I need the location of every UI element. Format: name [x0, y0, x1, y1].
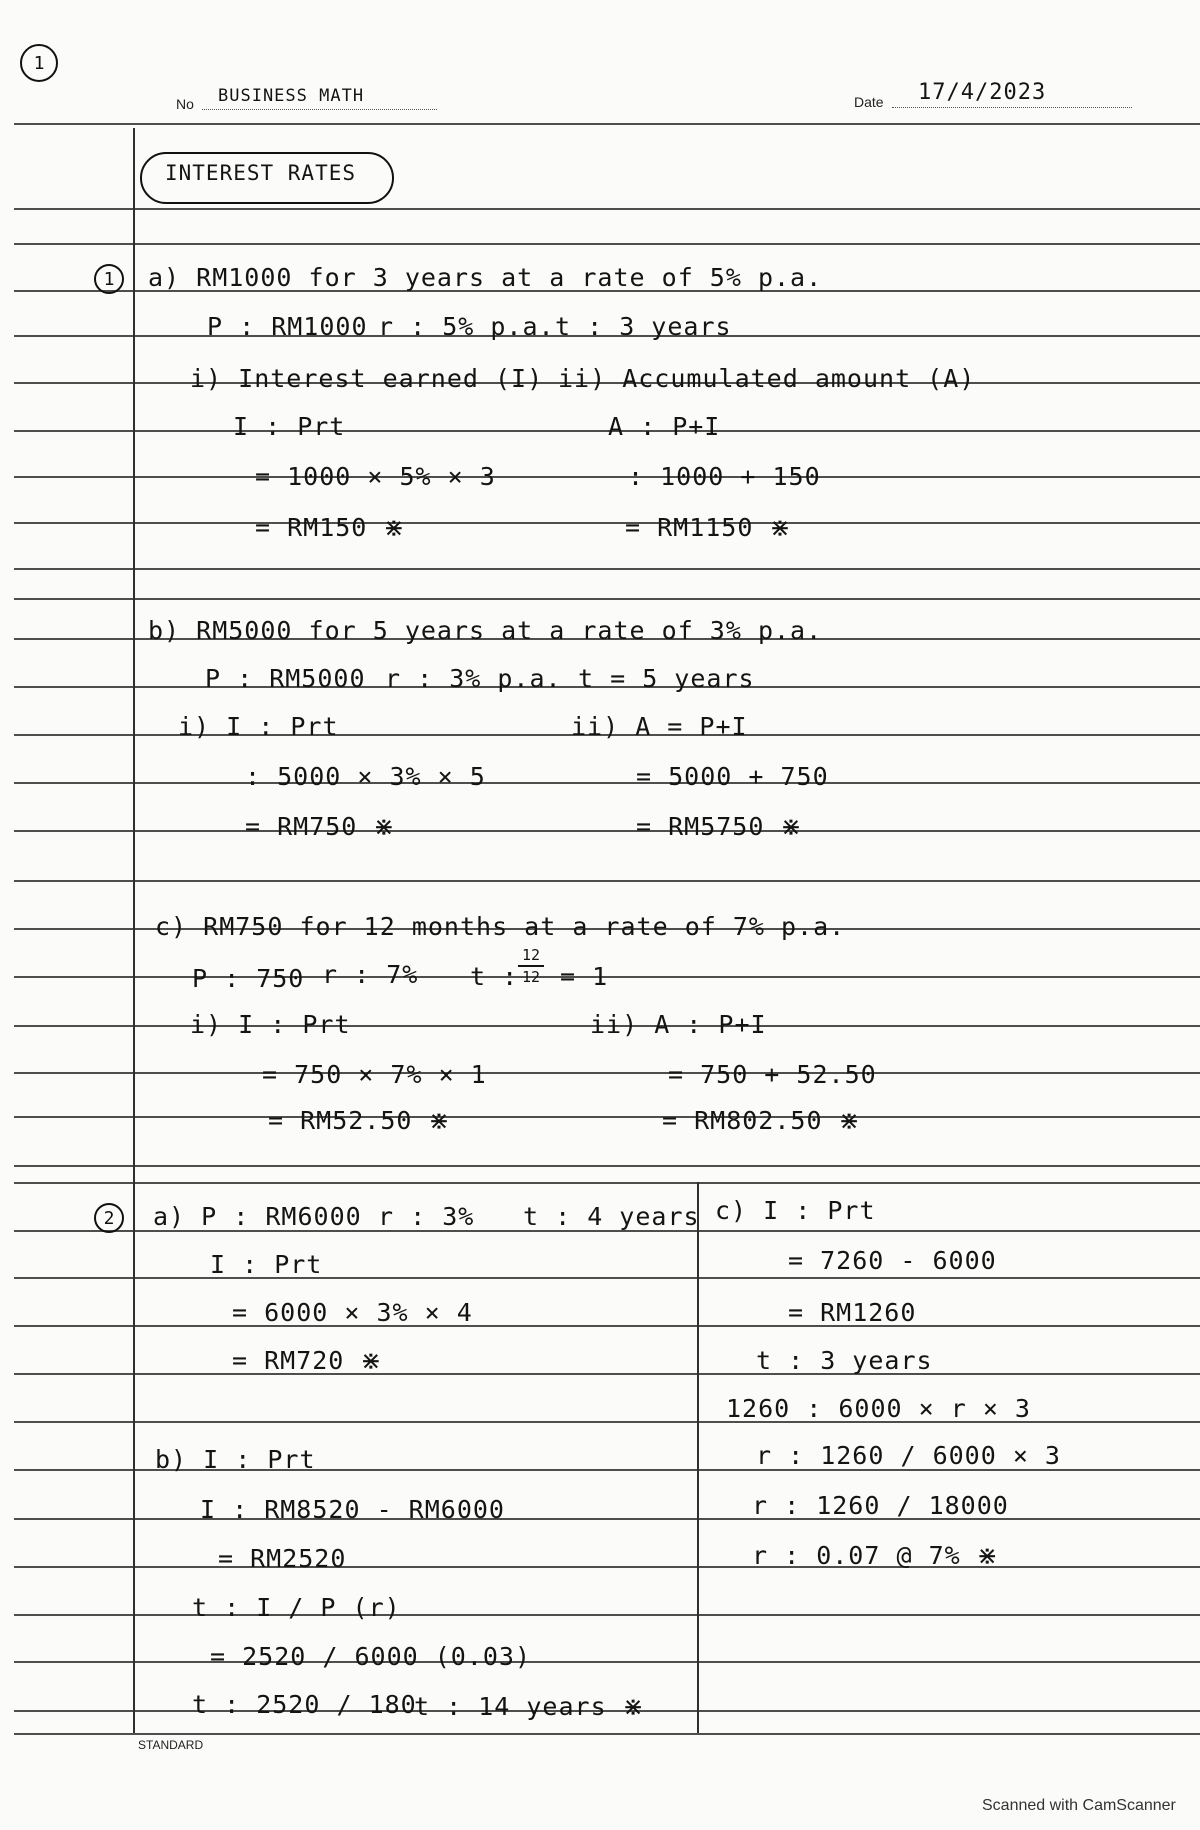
q1b-statement: b) RM5000 for 5 years at a rate of 3% p.a. [148, 616, 823, 645]
q1a-ii-result: = RM1150 ⋇ [625, 513, 792, 542]
question-1-label: 1 [103, 268, 115, 290]
ruled-line [14, 830, 1200, 832]
ruled-line [14, 1116, 1200, 1118]
q2a-formula: I : Prt [210, 1250, 323, 1279]
q1c-ii-formula: ii) A : P+I [590, 1010, 767, 1039]
ruled-line [14, 208, 1200, 210]
q1a-i-calc: = 1000 × 5% × 3 [255, 462, 496, 491]
ruled-line [14, 1373, 1200, 1375]
q1c-ii-calc: = 750 + 52.50 [668, 1060, 877, 1089]
no-dotted-line [202, 109, 437, 110]
q2c-interest-result: = RM1260 [788, 1298, 917, 1327]
ruled-line [14, 1325, 1200, 1327]
q1a-i-result: = RM150 ⋇ [255, 513, 406, 542]
standard-label: STANDARD [138, 1738, 204, 1752]
q1b-i-formula: i) I : Prt [178, 712, 339, 741]
ruled-line [14, 1733, 1200, 1735]
q2b-interest-result: = RM2520 [218, 1544, 347, 1573]
date-value: 17/4/2023 [918, 80, 1047, 105]
q1b-principal: P : RM5000 [205, 664, 366, 693]
date-dotted-line [892, 107, 1132, 108]
ruled-line [14, 123, 1200, 125]
q2c-equation: 1260 : 6000 × r × 3 [726, 1394, 1031, 1423]
q1a-i-formula: I : Prt [233, 412, 346, 441]
q1b-i-calc: : 5000 × 3% × 5 [245, 762, 486, 791]
q1c-i-calc: = 750 × 7% × 1 [262, 1060, 487, 1089]
q1b-ii-calc: = 5000 + 750 [636, 762, 829, 791]
ruled-line [14, 1518, 1200, 1520]
q2a-result: = RM720 ⋇ [232, 1346, 383, 1375]
q1c-time-result: = 1 [560, 962, 609, 991]
ruled-line [14, 476, 1200, 478]
q1b-ii-formula: ii) A = P+I [571, 712, 748, 741]
q1a-i-label: i) Interest earned (I) [190, 364, 544, 393]
q1c-time-label: t : [470, 962, 519, 991]
fraction-bar [518, 965, 544, 967]
q1c-ii-result: = RM802.50 ⋇ [662, 1106, 861, 1135]
camscanner-watermark: Scanned with CamScanner [982, 1797, 1176, 1814]
q1a-statement: a) RM1000 for 3 years at a rate of 5% p.a. [148, 263, 823, 292]
q1b-time: t = 5 years [578, 664, 755, 693]
heading-interest-rates: INTEREST RATES [165, 161, 357, 185]
q2a-time: t : 4 years [523, 1202, 700, 1231]
q2b-time-result: t : 14 years ⋇ [414, 1692, 645, 1721]
ruled-line [14, 1072, 1200, 1074]
ruled-line [14, 880, 1200, 882]
ruled-line [14, 1566, 1200, 1568]
notebook-title: BUSINESS MATH [218, 86, 365, 106]
q1a-ii-formula: A : P+I [608, 412, 721, 441]
q2c-rate-step2: r : 1260 / 18000 [752, 1491, 1009, 1520]
ruled-line [14, 568, 1200, 570]
ruled-line [14, 243, 1200, 245]
q2-column-divider [697, 1182, 699, 1733]
q1b-i-result: = RM750 ⋇ [245, 812, 396, 841]
ruled-line [14, 1277, 1200, 1279]
q2c-time: t : 3 years [756, 1346, 933, 1375]
margin-line [133, 128, 135, 1733]
q2b-formula: b) I : Prt [155, 1445, 316, 1474]
q1c-rate: r : 7% [322, 960, 419, 989]
ruled-line [14, 430, 1200, 432]
date-label: Date [854, 94, 884, 110]
q1c-i-formula: i) I : Prt [190, 1010, 351, 1039]
q1a-ii-calc: : 1000 + 150 [628, 462, 821, 491]
ruled-line [14, 1165, 1200, 1167]
q1c-principal: P : 750 [192, 964, 305, 993]
q1a-ii-label: ii) Accumulated amount (A) [558, 364, 976, 393]
ruled-line [14, 1182, 1200, 1184]
q2a-rate: r : 3% [378, 1202, 475, 1231]
q1b-ii-result: = RM5750 ⋇ [636, 812, 803, 841]
q2b-time-division: t : 2520 / 180 [192, 1690, 417, 1719]
q2c-formula: c) I : Prt [715, 1196, 876, 1225]
ruled-line [14, 598, 1200, 600]
q1b-rate: r : 3% p.a. [385, 664, 562, 693]
ruled-line [14, 522, 1200, 524]
q1a-rate: r : 5% p.a. [378, 312, 555, 341]
q2c-rate-step1: r : 1260 / 6000 × 3 [756, 1441, 1061, 1470]
page-number: 1 [33, 52, 45, 74]
q2b-time-formula: t : I / P (r) [192, 1593, 401, 1622]
question-2-number [94, 1203, 124, 1233]
question-2-label: 2 [103, 1207, 115, 1229]
q2a-principal: a) P : RM6000 [153, 1202, 362, 1231]
q1c-time-fraction [518, 946, 544, 986]
ruled-line [14, 782, 1200, 784]
q1a-time: t : 3 years [555, 312, 732, 341]
q2b-interest: I : RM8520 - RM6000 [200, 1495, 505, 1524]
q2c-interest-calc: = 7260 - 6000 [788, 1246, 997, 1275]
q2b-time-calc: = 2520 / 6000 (0.03) [210, 1642, 532, 1671]
no-label: No [176, 96, 194, 112]
page-number-circle [20, 44, 58, 82]
ruled-line [14, 1661, 1200, 1663]
q1a-principal: P : RM1000 [207, 312, 368, 341]
q1c-time-denominator: 12 [521, 968, 541, 986]
q1c-statement: c) RM750 for 12 months at a rate of 7% p.a. [155, 912, 846, 941]
q2a-calc: = 6000 × 3% × 4 [232, 1298, 473, 1327]
question-1-number [94, 264, 124, 294]
q1c-i-result: = RM52.50 ⋇ [268, 1106, 451, 1135]
q1c-time-numerator: 12 [521, 946, 541, 964]
q2c-rate-result: r : 0.07 @ 7% ⋇ [752, 1541, 999, 1570]
